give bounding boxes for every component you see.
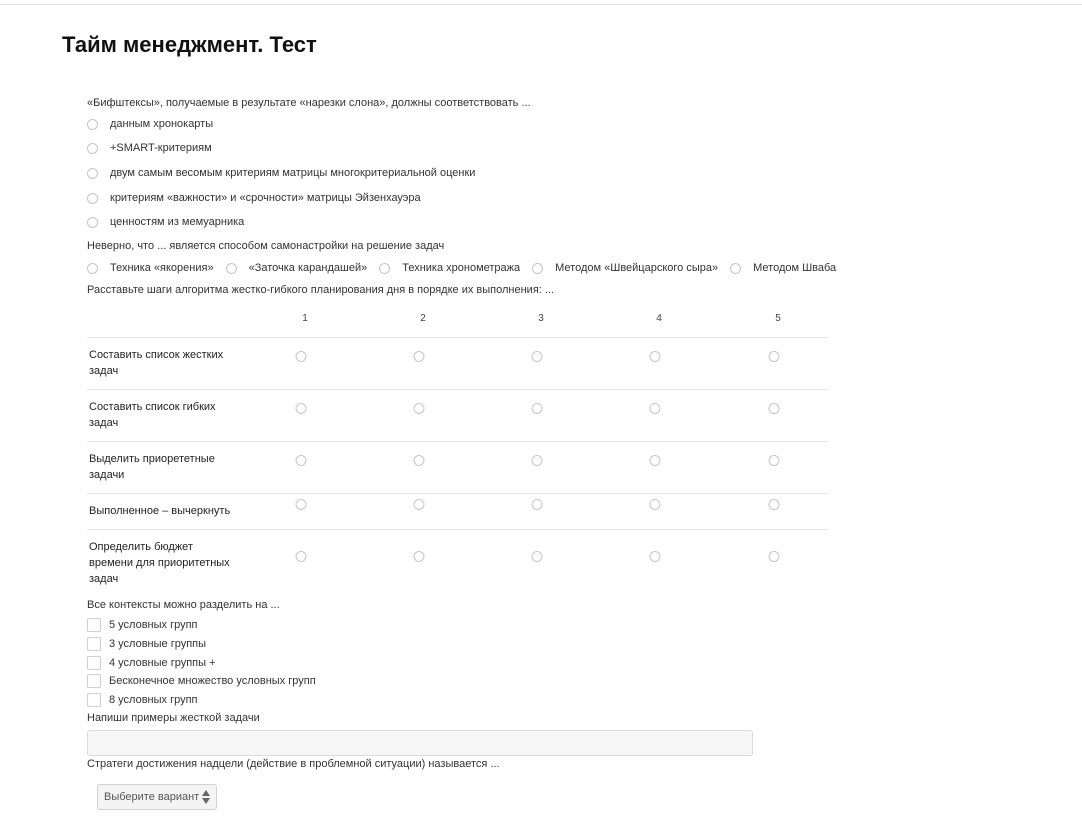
option-label: 8 условных групп xyxy=(109,694,198,706)
matrix-radio[interactable] xyxy=(296,403,307,414)
q4-option-3[interactable] xyxy=(87,655,216,671)
matrix-radio[interactable] xyxy=(769,499,780,510)
q4-option-2[interactable] xyxy=(87,636,206,652)
option-label: Методом Шваба xyxy=(753,262,837,274)
matrix-radio[interactable] xyxy=(532,455,543,466)
radio-button[interactable] xyxy=(226,263,237,274)
matrix-radio[interactable] xyxy=(296,499,307,510)
answer-select[interactable] xyxy=(97,784,217,810)
matrix-radio[interactable] xyxy=(296,351,307,362)
option-label: Бесконечное множество условных групп xyxy=(109,675,316,687)
q1-option-2[interactable] xyxy=(87,140,212,156)
q2-option-4[interactable] xyxy=(532,261,730,275)
matrix-radio[interactable] xyxy=(296,455,307,466)
column-header: 4 xyxy=(656,313,662,324)
column-header: 5 xyxy=(775,313,781,324)
q2-option-5[interactable] xyxy=(730,261,848,275)
q4-option-5[interactable] xyxy=(87,692,198,708)
matrix-radio[interactable] xyxy=(650,403,661,414)
matrix-row xyxy=(87,494,828,530)
radio-button[interactable] xyxy=(87,193,98,204)
row-label: Выполненное – вычеркнуть xyxy=(89,505,231,517)
option-label: критериям «важности» и «срочности» матрицы Эйзенхауэра xyxy=(110,192,421,204)
matrix-radio[interactable] xyxy=(650,455,661,466)
checkbox[interactable] xyxy=(87,618,101,632)
option-label: Методом «Швейцарского сыра» xyxy=(555,262,719,274)
column-header: 2 xyxy=(420,313,426,324)
checkbox[interactable] xyxy=(87,693,101,707)
question-5-text: Напиши примеры жесткой задачи xyxy=(87,712,260,724)
matrix-row xyxy=(87,442,828,494)
matrix-radio[interactable] xyxy=(414,551,425,562)
checkbox[interactable] xyxy=(87,656,101,670)
question-4-text: Все контексты можно разделить на ... xyxy=(87,599,280,611)
matrix-radio[interactable] xyxy=(769,351,780,362)
option-label: 5 условных групп xyxy=(109,619,198,631)
matrix-radio[interactable] xyxy=(650,551,661,562)
row-label: Определить бюджет времени для приоритетных задач xyxy=(89,541,230,585)
question-1-text: «Бифштексы», получаемые в результате «нарезки слона», должны соответствовать ... xyxy=(87,97,531,109)
checkbox[interactable] xyxy=(87,674,101,688)
q4-option-4[interactable] xyxy=(87,673,316,689)
option-label: Техника хронометража xyxy=(402,262,521,274)
radio-button[interactable] xyxy=(730,263,741,274)
column-header: 3 xyxy=(538,313,544,324)
q1-option-3[interactable] xyxy=(87,165,475,181)
matrix-radio[interactable] xyxy=(532,551,543,562)
option-label: 3 условные группы xyxy=(109,638,207,650)
question-3-text: Расставьте шаги алгоритма жестко-гибкого планирования дня в порядке их выполнения: ... xyxy=(87,284,555,296)
matrix-radio[interactable] xyxy=(414,403,425,414)
row-label: Составить список гибких задач xyxy=(89,401,216,429)
matrix-header xyxy=(87,306,828,338)
row-label: Составить список жестких задач xyxy=(89,349,224,377)
top-divider xyxy=(0,4,1082,5)
q4-option-1[interactable] xyxy=(87,617,198,633)
q1-option-4[interactable] xyxy=(87,190,421,206)
option-label: +SMART-критериям xyxy=(110,142,212,154)
q2-option-2[interactable] xyxy=(226,261,380,275)
matrix-radio[interactable] xyxy=(532,403,543,414)
matrix-radio[interactable] xyxy=(532,499,543,510)
select-value: Выберите вариант xyxy=(104,791,200,803)
up-down-arrows-icon xyxy=(202,790,211,804)
matrix-radio[interactable] xyxy=(769,455,780,466)
q2-option-3[interactable] xyxy=(379,261,532,275)
answer-text-input[interactable] xyxy=(87,730,753,756)
option-label: данным хронокарты xyxy=(110,118,214,130)
q1-option-5[interactable] xyxy=(87,214,244,230)
option-label: 4 условные группы + xyxy=(109,657,216,669)
option-label: «Заточка карандашей» xyxy=(248,262,368,274)
q1-option-1[interactable] xyxy=(87,116,213,132)
radio-button[interactable] xyxy=(87,168,98,179)
page-title: Тайм менеджмент. Тест xyxy=(62,32,317,57)
matrix-radio[interactable] xyxy=(414,499,425,510)
radio-button[interactable] xyxy=(87,263,98,274)
radio-button[interactable] xyxy=(87,217,98,228)
matrix-radio[interactable] xyxy=(650,351,661,362)
matrix-radio[interactable] xyxy=(414,455,425,466)
radio-button[interactable] xyxy=(379,263,390,274)
option-label: ценностям из мемуарника xyxy=(110,216,245,228)
matrix-radio[interactable] xyxy=(769,551,780,562)
ranking-matrix xyxy=(87,306,828,592)
matrix-radio[interactable] xyxy=(532,351,543,362)
matrix-radio[interactable] xyxy=(769,403,780,414)
radio-button[interactable] xyxy=(87,119,98,130)
matrix-radio[interactable] xyxy=(650,499,661,510)
q2-options xyxy=(87,260,848,276)
radio-button[interactable] xyxy=(532,263,543,274)
option-label: двум самым весомым критериям матрицы многокритериальной оценки xyxy=(110,167,476,179)
column-header: 1 xyxy=(302,313,308,324)
matrix-row xyxy=(87,530,828,592)
matrix-row xyxy=(87,338,828,390)
question-6-text: Стратеги достижения надцели (действие в проблемной ситуации) называется ... xyxy=(87,758,500,770)
matrix-radio[interactable] xyxy=(414,351,425,362)
q2-option-1[interactable] xyxy=(87,261,226,275)
checkbox[interactable] xyxy=(87,637,101,651)
option-label: Техника «якорения» xyxy=(110,262,214,274)
matrix-radio[interactable] xyxy=(296,551,307,562)
row-label: Выделить приорететные задачи xyxy=(89,453,215,481)
radio-button[interactable] xyxy=(87,143,98,154)
matrix-row xyxy=(87,390,828,442)
question-2-text: Неверно, что ... является способом самонастройки на решение задач xyxy=(87,240,445,252)
